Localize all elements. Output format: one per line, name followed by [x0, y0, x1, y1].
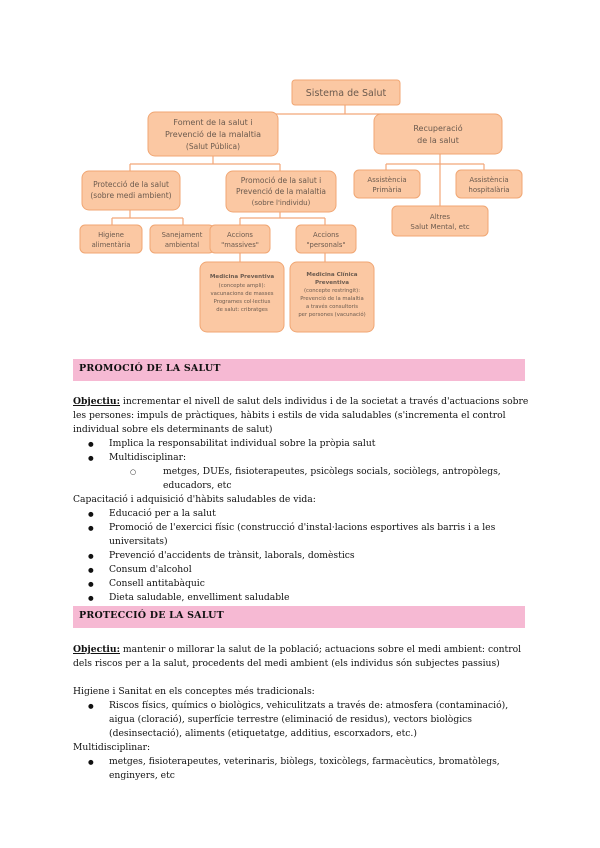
health-system-diagram	[0, 0, 600, 345]
proteccio-objectiu	[73, 643, 533, 671]
objectiu-label: Objectiu:	[73, 644, 120, 655]
svg-text:(concepte restringit):: (concepte restringit):	[303, 288, 361, 294]
svg-text:Protecció de la salut: Protecció de la salut	[93, 180, 169, 189]
svg-text:Assistència: Assistència	[469, 176, 509, 184]
connector	[130, 156, 280, 173]
svg-text:Accions: Accions	[313, 231, 339, 239]
list-item: ● Consum d'alcohol	[73, 563, 533, 577]
svg-text:(Salut Pública): (Salut Pública)	[185, 142, 241, 151]
list-item: ● Multidisciplinar:	[73, 451, 533, 465]
svg-text:de la salut: de la salut	[417, 136, 459, 145]
node-accions-massives	[210, 225, 270, 253]
list-item: ● Consell antitabàquic	[73, 577, 533, 591]
higiene-heading: Higiene i Sanitat en els conceptes més tradicionals:	[73, 686, 315, 697]
objectiu-text: incrementar el nivell de salut dels individus i de la societat a través d'actuacions sobre les persones: impuls de pràctiques, hàbits i estils de vida saludables (s'incrementa el control individual sobre els determinants de salut)	[73, 396, 529, 435]
svg-text:(sobre l'individu): (sobre l'individu)	[251, 199, 311, 207]
svg-text:Prevenció de la malaltia: Prevenció de la malaltia	[300, 296, 364, 302]
list-item: ● Implica la responsabilitat individual sobre la pròpia salut	[73, 437, 533, 451]
capacitacio-bullets	[73, 507, 533, 605]
node-accions-personals	[296, 225, 356, 253]
svg-text:"personals": "personals"	[306, 241, 346, 249]
multidisciplinar-heading: Multidisciplinar:	[73, 742, 151, 753]
section-header-promocio	[73, 359, 525, 381]
promocio-objectiu	[73, 395, 533, 437]
sub-list-item: ○ metges, DUEs, fisioterapeutes, psicòlegs socials, sociòlegs, antropòlegs, educadors, etc	[73, 465, 533, 493]
svg-text:Accions: Accions	[227, 231, 253, 239]
section-title: PROTECCIÓ DE LA SALUT	[79, 610, 224, 621]
higiene-bullets	[73, 699, 533, 741]
promocio-bullets	[73, 437, 533, 493]
svg-text:Recuperació: Recuperació	[413, 124, 463, 133]
svg-text:Sanejament: Sanejament	[161, 231, 203, 239]
svg-text:(concepte ampli):: (concepte ampli):	[218, 283, 266, 289]
svg-text:per persones (vacunació): per persones (vacunació)	[298, 312, 366, 318]
svg-text:(sobre medi ambient): (sobre medi ambient)	[90, 191, 172, 200]
node-higiene-alimentaria	[80, 225, 142, 253]
svg-text:Programes col·lectius: Programes col·lectius	[213, 299, 271, 305]
node-promocio-salut	[226, 171, 336, 212]
objectiu-text: mantenir o millorar la salut de la població; actuacions sobre el medi ambient: control dels riscos per a la salut, procedents del medi ambient (els individus són subjectes passius)	[73, 644, 522, 669]
list-item: ● Educació per a la salut	[73, 507, 533, 521]
node-proteccio-salut	[82, 171, 180, 210]
svg-text:Prevenció de la malaltia: Prevenció de la malaltia	[235, 187, 327, 196]
node-medicina-clinica-preventiva	[290, 262, 374, 332]
svg-text:vacunacions de masses: vacunacions de masses	[210, 291, 274, 297]
svg-text:Prevenció de la malaltia: Prevenció de la malaltia	[164, 130, 262, 139]
node-sanejament-ambiental	[150, 225, 214, 253]
svg-text:Sistema de Salut: Sistema de Salut	[305, 88, 387, 99]
connector	[240, 253, 325, 262]
list-item: ● Prevenció d'accidents de trànsit, laborals, domèstics	[73, 549, 533, 563]
svg-text:"massives": "massives"	[221, 241, 259, 249]
svg-text:Preventiva: Preventiva	[314, 280, 350, 286]
section-title: PROMOCIÓ DE LA SALUT	[79, 363, 221, 374]
capacitacio-heading: Capacitació i adquisició d'hàbits saludables de vida:	[73, 494, 316, 505]
svg-text:Higiene: Higiene	[98, 231, 124, 239]
node-assistencia-primaria	[354, 170, 420, 198]
svg-text:Salut Mental, etc: Salut Mental, etc	[410, 223, 470, 231]
node-foment-salut	[148, 112, 278, 156]
svg-text:Primària: Primària	[372, 186, 402, 194]
svg-text:Altres: Altres	[429, 213, 451, 221]
node-medicina-preventiva	[200, 262, 284, 332]
node-recuperacio-salut	[374, 114, 502, 154]
list-item: ● metges, fisioterapeutes, veterinaris, biòlegs, toxicòlegs, farmacèutics, bromatòlegs, enginyers, etc	[73, 755, 533, 783]
svg-text:ambiental: ambiental	[164, 241, 200, 249]
node-sistema-salut	[292, 80, 400, 105]
list-item: ● Dieta saludable, envelliment saludable	[73, 591, 533, 605]
svg-text:Foment de la salut i: Foment de la salut i	[173, 118, 253, 127]
svg-text:de salut: cribratges: de salut: cribratges	[216, 307, 268, 313]
svg-text:Promoció de la salut i: Promoció de la salut i	[240, 176, 322, 185]
section-header-proteccio	[73, 606, 525, 628]
list-item: ● Promoció de l'exercici físic (construcció d'instal·lacions esportives als barris i a les universitats)	[73, 521, 533, 549]
svg-text:hospitalària: hospitalària	[468, 186, 510, 194]
objectiu-label: Objectiu:	[73, 396, 120, 407]
svg-text:Assistència: Assistència	[367, 176, 407, 184]
node-assistencia-hospitalaria	[456, 170, 522, 198]
multidisciplinar-bullets	[73, 755, 533, 783]
svg-text:Medicina Preventiva: Medicina Preventiva	[209, 274, 275, 280]
svg-text:a través consultoris: a través consultoris	[305, 304, 359, 310]
node-altres	[392, 206, 488, 236]
svg-text:Medicina Clínica: Medicina Clínica	[306, 272, 358, 278]
list-item: ● Riscos físics, químics o biològics, vehiculitzats a través de: atmosfera (contaminació), aigua (cloració), superfície terrestre (eliminació de residus), vectors biològics (desinsectació), aliments (etiquetatge, additius, escorxadors, etc.)	[73, 699, 533, 741]
connector	[112, 210, 183, 227]
svg-text:alimentària: alimentària	[91, 241, 131, 249]
